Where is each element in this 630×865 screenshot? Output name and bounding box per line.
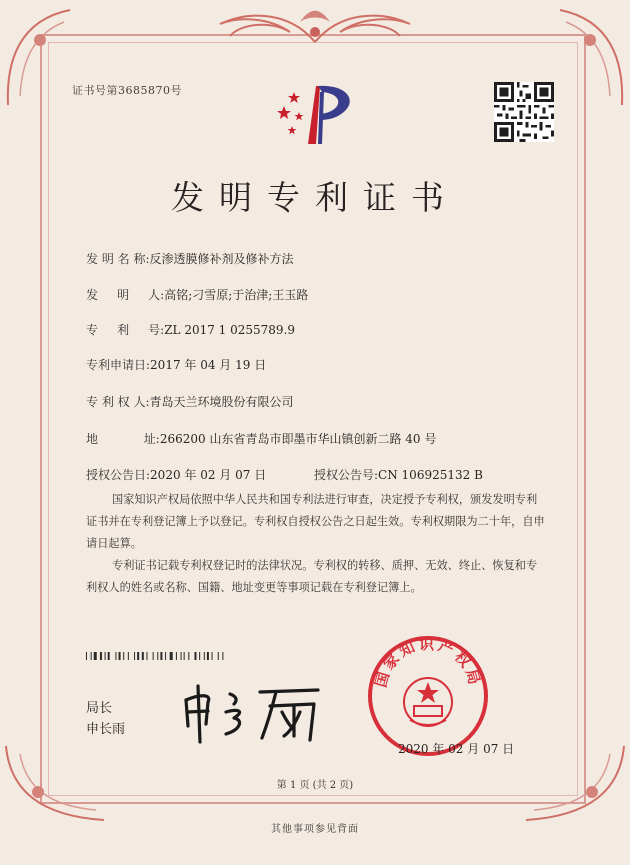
director-title: 局长 xyxy=(86,701,113,716)
invention-name: 反渗透膜修补剂及修补方法 xyxy=(149,252,294,266)
filing-date-row xyxy=(86,356,266,373)
address: 266200 山东省青岛市即墨市华山镇创新二路 40 号 xyxy=(159,432,437,446)
patentee: 青岛天兰环境股份有限公司 xyxy=(149,395,294,409)
field-label: 授权公告号: xyxy=(314,468,379,482)
legal-status-statement: 专利证书记载专利权登记时的法律状况。专利权的转移、质押、无效、终止、恢复和专利权人的姓名或名称、国籍、地址变更等事项记载在专利登记簿上。 xyxy=(86,559,538,594)
grant-date: 2020 年 02 月 07 日 xyxy=(150,468,267,482)
certificate-number: 证书号第3685870号 xyxy=(72,84,182,97)
patent-number: ZL 2017 1 0255789.9 xyxy=(164,323,296,337)
field-label: 发 明 人: xyxy=(86,288,165,302)
address-row xyxy=(86,430,436,447)
certificate-title: 发明专利证书 xyxy=(171,178,459,217)
back-page-note: 其他事项参见背面 xyxy=(271,824,359,835)
grant-date-row xyxy=(86,466,266,483)
field-label: 发 明 名 称: xyxy=(86,252,150,266)
director-signature xyxy=(178,678,328,748)
grant-statement: 国家知识产权局依照中华人民共和国专利法进行审查，决定授予专利权，颁发发明专利证书并在专利登记簿上予以登记。专利权自授权公告之日起生效。专利权期限为二十年，自申请日起算。 xyxy=(86,493,545,550)
top-ornament xyxy=(210,2,420,46)
field-label: 专 利 权 人: xyxy=(86,395,150,409)
invention-name-row xyxy=(86,250,294,267)
field-label: 地 址: xyxy=(86,432,160,446)
cnipa-logo xyxy=(272,78,364,148)
field-label: 授权公告日: xyxy=(86,468,151,482)
page-indicator: 第 1 页 (共 2 页) xyxy=(276,780,354,791)
barcode xyxy=(86,652,264,660)
patent-number-row xyxy=(86,321,295,338)
grant-number: CN 106925132 B xyxy=(378,468,483,482)
director-name: 申长雨 xyxy=(86,722,126,737)
inventors-row xyxy=(86,286,308,303)
field-label: 专 利 号: xyxy=(86,323,165,337)
seal-text: 国家知识产权局 xyxy=(371,635,485,690)
inventors: 高铭;刁雪原;于治津;王玉路 xyxy=(164,288,309,302)
patentee-row xyxy=(86,393,294,410)
svg-text:国家知识产权局 xyxy=(372,635,485,689)
seal-date: 2020 年 02 月 07 日 xyxy=(398,742,515,756)
filing-date: 2017 年 04 月 19 日 xyxy=(150,358,267,372)
grant-number-row xyxy=(314,466,483,483)
qr-code xyxy=(494,82,554,142)
field-label: 专利申请日: xyxy=(86,358,151,372)
